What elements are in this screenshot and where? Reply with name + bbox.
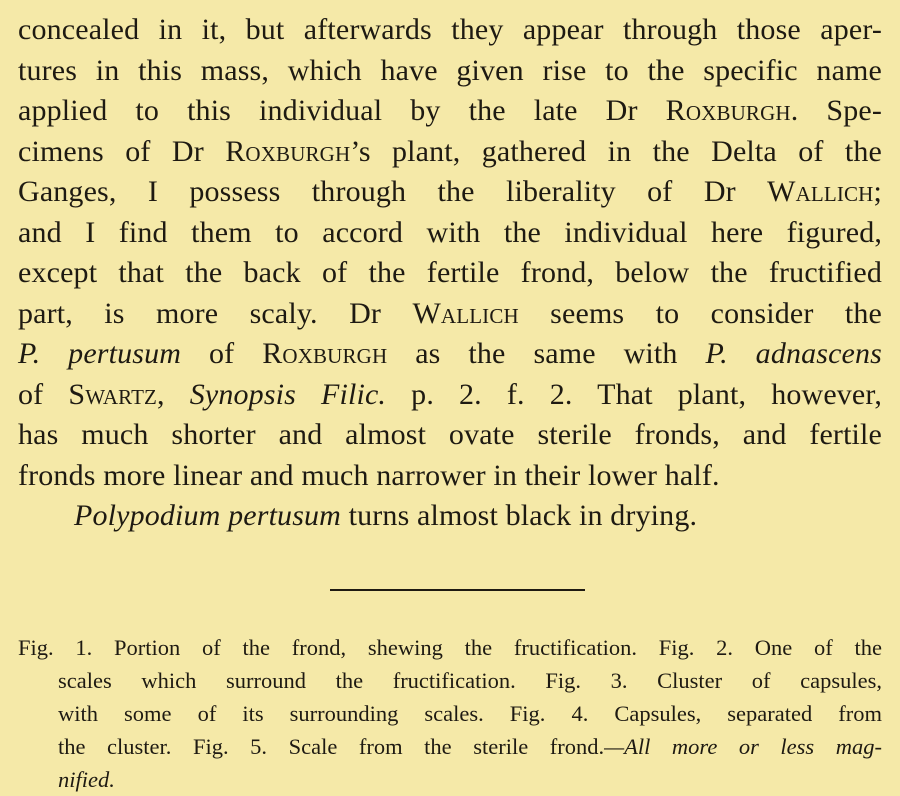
text-run: of — [181, 337, 263, 370]
text-run: of — [18, 377, 69, 411]
author-name: Roxburgh — [262, 337, 388, 370]
caption-line: scales which surround the fructification. Fig. 3. Cluster of capsules, — [58, 667, 882, 693]
species-name: Polypodium pertusum — [74, 499, 341, 532]
text-run: cimens of Dr — [18, 134, 226, 168]
text-line: tures in this mass, which have given rise to the specific name — [18, 53, 882, 87]
figure-caption — [18, 631, 882, 796]
work-title: Synopsis Filic. — [189, 377, 387, 411]
text-line — [18, 375, 882, 416]
author-name: Roxburgh — [225, 134, 351, 168]
author-name: Roxburgh — [665, 94, 791, 127]
text-line: has much shorter and almost ovate sterile fronds, and fertile — [18, 418, 882, 451]
author-name: Swartz — [68, 377, 158, 411]
caption-line: Fig. 1. Portion of the frond, shewing the fructification. Fig. 2. One of the — [18, 634, 882, 660]
text-run: as the same with — [387, 337, 706, 370]
text-run: , — [157, 377, 190, 411]
caption-line — [18, 730, 882, 763]
caption-line: with some of its surrounding scales. Fig. 4. Capsules, separated from — [58, 700, 882, 726]
text-run-italic: —All more or less mag- — [604, 733, 882, 759]
text-run: . Spe- — [790, 94, 882, 127]
author-name: Wallich — [412, 296, 519, 330]
text-run: ’s plant, gathered in the Delta of the — [350, 134, 882, 168]
text-line: and I find them to accord with the individual here figured, — [18, 215, 882, 249]
text-line — [18, 334, 882, 375]
text-line — [18, 294, 882, 335]
text-run: Ganges, I possess through the liberality of Dr — [18, 175, 768, 208]
text-run: the cluster. Fig. 5. Scale from the sterile frond. — [58, 733, 605, 759]
text-run: applied to this individual by the late Dr — [18, 94, 666, 127]
text-line — [18, 132, 882, 173]
text-run: seems to consider the — [518, 296, 882, 330]
text-line: except that the back of the fertile frond, below the fructified — [18, 256, 882, 289]
text-line: concealed in it, but afterwards they appear through those aper- — [18, 13, 882, 46]
text-run: turns almost black in drying. — [341, 499, 698, 532]
author-name: Wallich — [767, 175, 874, 208]
text-run: ; — [873, 175, 882, 208]
species-name: P. adnascens — [705, 337, 882, 370]
text-run: part, is more scaly. Dr — [18, 296, 413, 330]
caption-line — [18, 763, 882, 796]
text-line — [18, 91, 882, 132]
text-run: p. 2. f. 2. That plant, however, — [386, 377, 882, 411]
body-paragraph — [18, 10, 882, 537]
text-line: fronds more linear and much narrower in their lower half. — [18, 458, 720, 492]
section-divider — [330, 589, 585, 591]
species-name: P. pertusum — [18, 337, 182, 370]
text-run-italic: nified. — [58, 766, 115, 792]
text-line — [18, 496, 882, 537]
text-line — [18, 172, 882, 213]
